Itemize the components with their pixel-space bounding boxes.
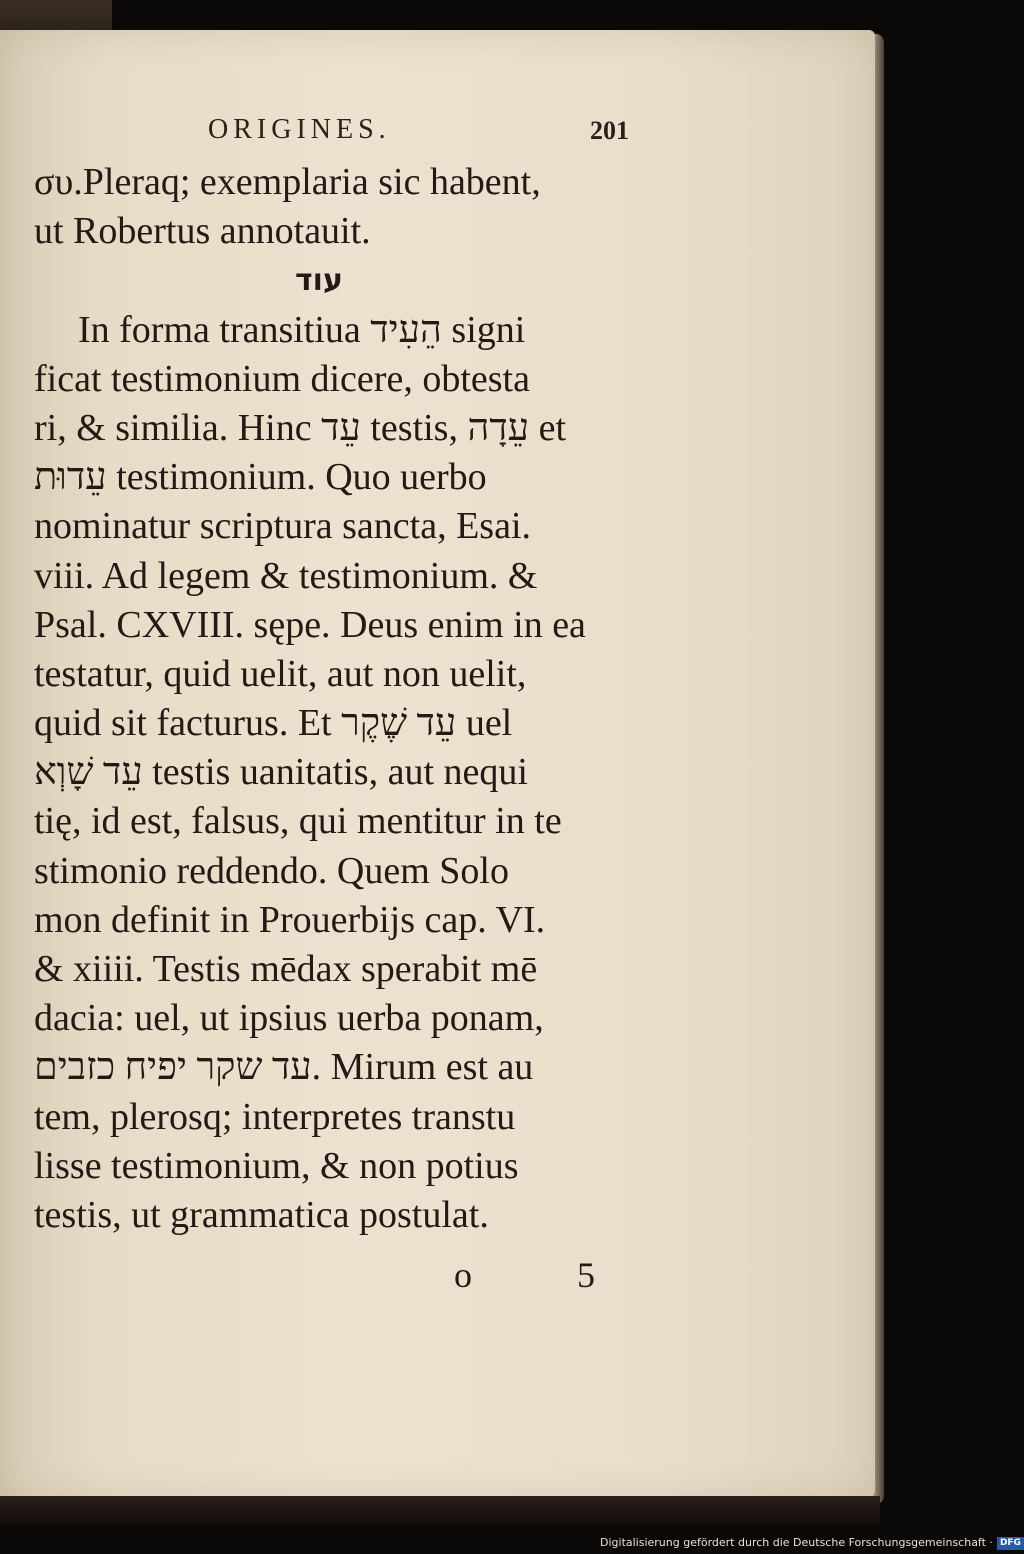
digitization-credit [600, 1534, 1021, 1552]
text-line: עֵד שָׁוְא testis uanitatis, aut nequi [34, 751, 528, 794]
text-line: Psal. CXVIII. sępe. Deus enim in ea [34, 603, 586, 646]
text-line: nominatur scriptura sancta, Esai. [34, 505, 532, 548]
text-line: lisse testimonium, & non potius [34, 1144, 519, 1187]
text-line: tię, id est, falsus, qui mentitur in te [34, 800, 562, 843]
text-line: עד שקר יפיח כזבים. Mirum est au [34, 1046, 534, 1089]
text-line: ri, & similia. Hinc עֵד testis, עֵדָה et [34, 406, 567, 449]
text-line: viii. Ad legem & testimonium. & [34, 554, 538, 597]
text-line: & xiiii. Testis mēdax sperabit mē [34, 948, 538, 990]
text-line: συ.Pleraq; exemplaria sic habent, [34, 161, 541, 203]
text-line: testis, ut grammatica postulat. [34, 1193, 489, 1236]
credit-text: Digitalisierung gefördert durch die Deutsche Forschungsgemeinschaft [600, 1536, 986, 1549]
hebrew-heading: עוד [295, 263, 343, 299]
page-header [30, 110, 650, 160]
dfg-logo: DFG [997, 1537, 1024, 1550]
page-bottom-shadow [0, 1496, 880, 1524]
text-line: ut Robertus annotauit. [34, 210, 371, 253]
text-line: tem, plerosq; interpretes transtu [34, 1095, 516, 1138]
text-line: עֵדוּת testimonium. Quo uerbo [34, 456, 487, 499]
text-line: ficat testimonium dicere, obtesta [34, 357, 530, 400]
text-line: testatur, quid uelit, aut non uelit, [34, 652, 527, 695]
text-line: mon definit in Prouerbijs cap. VI. [34, 898, 546, 941]
text-line: stimonio reddendo. Quem Solo [34, 849, 509, 892]
signature-mark: o 5 [454, 1255, 643, 1295]
text-line: In forma transitiua הֵעִיד signi [78, 308, 526, 351]
text-line: quid sit facturus. Et עֵד שֶׁקֶר uel [34, 702, 513, 745]
running-title: ORIGINES. [208, 114, 391, 145]
body-text [34, 158, 644, 1240]
text-line: dacia: uel, ut ipsius uerba ponam, [34, 997, 544, 1040]
folio-number: 201 [590, 116, 629, 145]
